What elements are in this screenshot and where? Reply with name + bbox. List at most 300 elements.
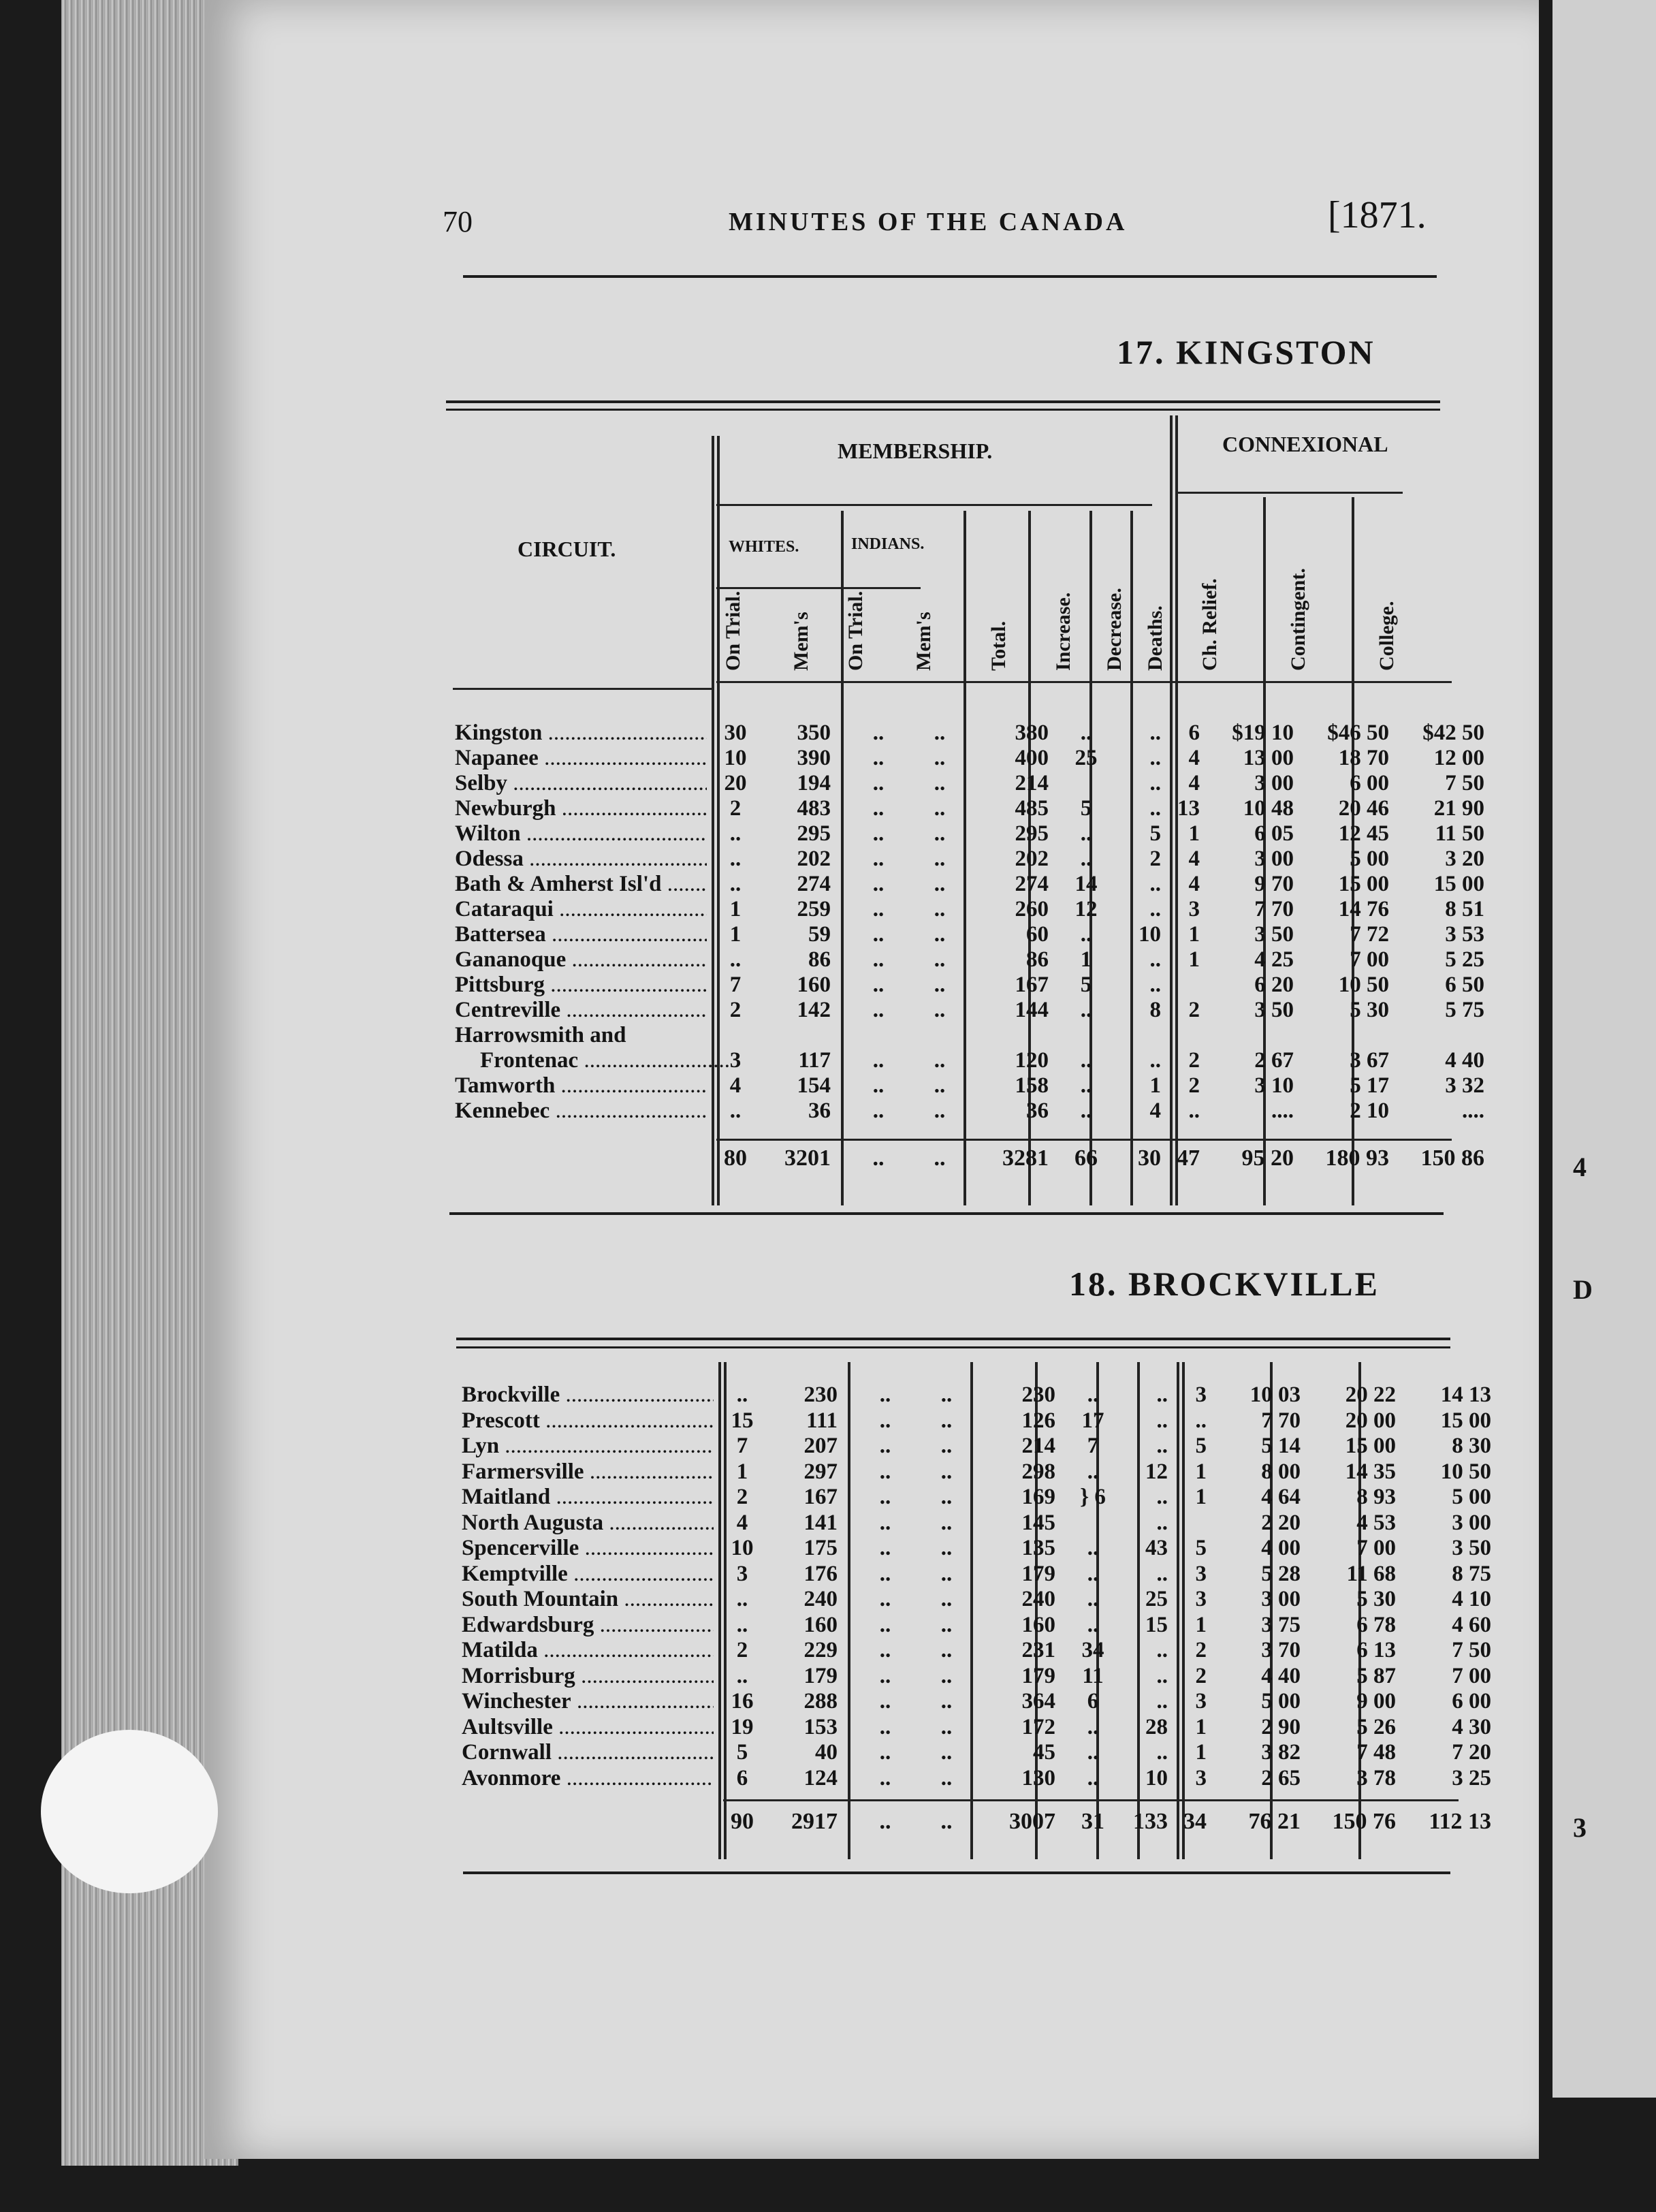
cell-imm: ..: [934, 1099, 946, 1123]
cell-iot: ..: [872, 746, 885, 770]
cell-iot: ..: [872, 872, 885, 896]
cell-mm: 483: [797, 796, 831, 821]
cell-dec: 5: [1149, 821, 1161, 846]
cell-chr: 6 05: [1254, 821, 1294, 846]
circuit-name: Kennebec .....: [455, 1099, 707, 1124]
cell-dec: ..: [1149, 973, 1161, 997]
cell-iot: ..: [872, 771, 885, 795]
cell-dth: 1: [1195, 1459, 1207, 1484]
cell-imm: ..: [940, 1663, 953, 1688]
cell-dec: ..: [1156, 1434, 1168, 1458]
cell-mm: 153: [803, 1714, 838, 1739]
circuit-name: Spencerville .....: [462, 1536, 714, 1561]
cell-col: 4 40: [1445, 1048, 1484, 1073]
cell-con: 7 72: [1350, 922, 1389, 947]
contingent-heading: Contingent.: [1287, 568, 1309, 671]
table-row: [443, 721, 1484, 746]
cell-dth: 2: [1188, 998, 1200, 1022]
cell-ot: ..: [729, 847, 742, 871]
cell-mm: 124: [803, 1765, 838, 1790]
cell-imm: ..: [940, 1714, 953, 1739]
cell-dth: 1: [1195, 1612, 1207, 1637]
page-year: [1871.: [1328, 194, 1427, 236]
connexional-underline: [1178, 492, 1403, 494]
total-dth: 47: [1177, 1146, 1200, 1171]
cell-col: 5 75: [1445, 998, 1484, 1022]
cell-inc: ..: [1087, 1714, 1099, 1739]
total-iot: ..: [872, 1146, 885, 1171]
cell-ot: 3: [736, 1561, 748, 1586]
circuit-underline: [453, 688, 712, 690]
cell-con: 5 30: [1350, 998, 1389, 1022]
cell-tot: 202: [1015, 847, 1049, 871]
cell-iot: ..: [879, 1663, 891, 1688]
cell-inc: ..: [1080, 922, 1092, 947]
cell-tot: 298: [1021, 1459, 1055, 1484]
cell-chr: 3 82: [1261, 1740, 1301, 1765]
table-row: [449, 1765, 1491, 1791]
cell-tot: 135: [1021, 1536, 1055, 1560]
cell-col: 4 30: [1452, 1714, 1491, 1739]
cell-chr: 3 50: [1254, 922, 1294, 947]
circuit-name: Edwardsburg .....: [462, 1613, 714, 1638]
cell-mm: 176: [803, 1561, 838, 1586]
table-row: [443, 1073, 1484, 1099]
circuit-name: Maitland .....: [462, 1485, 714, 1510]
cell-dth: 5: [1195, 1434, 1207, 1458]
circuit-name: South Mountain .....: [462, 1587, 714, 1612]
cell-inc: 14: [1074, 872, 1098, 896]
total-inc: 66: [1074, 1146, 1098, 1171]
cell-dec: ..: [1149, 1048, 1161, 1073]
cell-imm: ..: [934, 746, 946, 770]
cell-ot: 2: [729, 998, 742, 1022]
decrease-heading: Decrease.: [1103, 588, 1126, 671]
cell-col: $42 50: [1422, 721, 1484, 745]
circuit-name: Prescott .....: [462, 1408, 714, 1434]
cell-iot: ..: [879, 1740, 891, 1765]
total-tot: 3281: [1002, 1146, 1049, 1171]
cell-con: 6 78: [1356, 1612, 1396, 1637]
cell-con: 11 68: [1346, 1561, 1396, 1586]
cell-dec: ..: [1149, 872, 1161, 896]
cell-inc: ..: [1080, 1073, 1092, 1098]
cell-mm: 179: [803, 1663, 838, 1688]
total-ot: 90: [731, 1809, 754, 1834]
cell-inc: 12: [1074, 897, 1098, 921]
table-row: [449, 1561, 1491, 1587]
table-row: [449, 1485, 1491, 1510]
cell-inc: ..: [1080, 721, 1092, 745]
cell-imm: ..: [934, 721, 946, 745]
circuit-name: Odessa .....: [455, 847, 707, 872]
cell-dth: ..: [1195, 1408, 1207, 1433]
cell-ot: 4: [736, 1510, 748, 1535]
cell-inc: 5: [1080, 973, 1092, 997]
cell-col: 15 00: [1440, 1408, 1491, 1433]
total-iot: ..: [879, 1809, 891, 1834]
table-row: [443, 796, 1484, 821]
table-row: [443, 947, 1484, 973]
cell-mm: 240: [803, 1587, 838, 1611]
total-col: 112 13: [1429, 1809, 1491, 1834]
cell-dth: 1: [1195, 1485, 1207, 1509]
cell-ot: 1: [729, 897, 742, 921]
cell-dth: 4: [1188, 771, 1200, 795]
whites-heading: WHITES.: [729, 538, 799, 556]
cell-chr: 3 00: [1261, 1587, 1301, 1611]
cell-iot: ..: [879, 1714, 891, 1739]
cell-mm: 288: [803, 1689, 838, 1713]
table-bottom-rule: [463, 1871, 1450, 1874]
cell-iot: ..: [879, 1382, 891, 1407]
circuit-name: Frontenac .....: [480, 1048, 732, 1073]
cell-mm: 154: [797, 1073, 831, 1098]
cell-mm: 259: [797, 897, 831, 921]
cell-tot: 158: [1015, 1073, 1049, 1098]
cell-tot: 364: [1021, 1689, 1055, 1713]
cell-dec: 10: [1145, 1765, 1168, 1790]
cell-inc: ..: [1080, 1099, 1092, 1123]
cell-mm: 86: [808, 947, 831, 972]
cell-chr: $19 10: [1232, 721, 1294, 745]
cell-inc: } 6: [1080, 1485, 1106, 1509]
cell-iot: ..: [872, 998, 885, 1022]
cell-imm: ..: [934, 771, 946, 795]
cell-tot: 400: [1015, 746, 1049, 770]
circuit-name: Kingston .....: [455, 721, 707, 746]
total-con: 150 76: [1332, 1809, 1396, 1834]
cell-mm: 167: [803, 1485, 838, 1509]
cell-chr: 2 90: [1261, 1714, 1301, 1739]
cell-chr: 5 14: [1261, 1434, 1301, 1458]
membership-underline: [716, 504, 1152, 506]
cell-inc: 17: [1081, 1408, 1104, 1433]
cell-ot: ..: [736, 1612, 748, 1637]
cell-iot: ..: [879, 1612, 891, 1637]
cell-col: 4 10: [1452, 1587, 1491, 1611]
cell-tot: 60: [1026, 922, 1049, 947]
cell-inc: ..: [1080, 821, 1092, 846]
cell-col: 5 25: [1445, 947, 1484, 972]
cell-con: 10 50: [1338, 973, 1389, 997]
cell-col: 21 90: [1433, 796, 1484, 821]
cell-iot: ..: [872, 1048, 885, 1073]
cell-iot: ..: [879, 1459, 891, 1484]
cell-tot: 36: [1026, 1099, 1049, 1123]
cell-iot: ..: [879, 1561, 891, 1586]
circuit-name: Pittsburg .....: [455, 973, 707, 998]
cell-ot: ..: [729, 1099, 742, 1123]
total-chr: 95 20: [1241, 1146, 1294, 1171]
cell-tot: 179: [1021, 1663, 1055, 1688]
cell-dec: ..: [1156, 1561, 1168, 1586]
cell-dth: 2: [1195, 1663, 1207, 1688]
cell-chr: 2 67: [1254, 1048, 1294, 1073]
cell-dec: ..: [1156, 1485, 1168, 1509]
cell-mm: 390: [797, 746, 831, 770]
cell-imm: ..: [940, 1434, 953, 1458]
cell-inc: ..: [1087, 1740, 1099, 1765]
cell-inc: ..: [1087, 1459, 1099, 1484]
cell-imm: ..: [934, 973, 946, 997]
cell-iot: ..: [872, 1073, 885, 1098]
cell-ot: 20: [724, 771, 747, 795]
on-trial-heading: On Trial.: [722, 590, 744, 671]
cell-dec: 2: [1149, 847, 1161, 871]
cell-mm: 36: [808, 1099, 831, 1123]
cell-col: 3 53: [1445, 922, 1484, 947]
cell-con: 4 53: [1356, 1510, 1396, 1535]
cell-inc: 34: [1081, 1638, 1104, 1662]
facing-page-mark: 3: [1573, 1812, 1587, 1843]
cell-col: 12 00: [1433, 746, 1484, 770]
cell-dth: ..: [1188, 1099, 1200, 1123]
cell-tot: 160: [1021, 1612, 1055, 1637]
cell-chr: 7 70: [1261, 1408, 1301, 1433]
circuit-name: Brockville .....: [462, 1382, 714, 1408]
cell-dec: ..: [1149, 746, 1161, 770]
table-row: [443, 872, 1484, 897]
total-dec: 133: [1133, 1809, 1168, 1834]
cell-tot: 169: [1021, 1485, 1055, 1509]
cell-ot: ..: [729, 872, 742, 896]
cell-dth: 5: [1195, 1536, 1207, 1560]
cell-ot: 6: [736, 1765, 748, 1790]
cell-mm: 350: [797, 721, 831, 745]
cell-tot: 260: [1015, 897, 1049, 921]
cell-con: 2 10: [1350, 1099, 1389, 1123]
cell-dec: ..: [1156, 1510, 1168, 1535]
cell-ot: 2: [736, 1485, 748, 1509]
cell-mm: 117: [798, 1048, 831, 1073]
indian-mems-heading: Mem's: [912, 612, 935, 671]
college-heading: College.: [1375, 601, 1398, 671]
cell-mm: 230: [803, 1382, 838, 1407]
table-row: [449, 1663, 1491, 1689]
cell-chr: 2 20: [1261, 1510, 1301, 1535]
cell-tot: 231: [1021, 1638, 1055, 1662]
cell-tot: 485: [1015, 796, 1049, 821]
cell-dec: 4: [1149, 1099, 1161, 1123]
mems-heading: Mem's: [790, 612, 812, 671]
cell-dth: 2: [1188, 1073, 1200, 1098]
total-heading: Total.: [987, 620, 1010, 671]
cell-tot: 214: [1015, 771, 1049, 795]
cell-ot: ..: [736, 1587, 748, 1611]
cell-con: 5 87: [1356, 1663, 1396, 1688]
cell-iot: ..: [879, 1638, 891, 1662]
cell-col: 3 20: [1445, 847, 1484, 871]
cell-ot: 2: [729, 796, 742, 821]
cell-dec: ..: [1149, 947, 1161, 972]
cell-imm: ..: [934, 1073, 946, 1098]
ch-relief-heading: Ch. Relief.: [1198, 578, 1221, 671]
cell-inc: 11: [1082, 1663, 1104, 1688]
cell-dth: 4: [1188, 872, 1200, 896]
table-top-rule: [456, 1338, 1450, 1340]
facing-page-mark: 4: [1573, 1152, 1587, 1182]
table-row: [443, 746, 1484, 771]
cell-con: 15 00: [1345, 1434, 1396, 1458]
table-row: [449, 1536, 1491, 1561]
cell-col: 7 50: [1452, 1638, 1491, 1662]
cell-inc: 5: [1080, 796, 1092, 821]
cell-imm: ..: [934, 796, 946, 821]
cell-imm: ..: [940, 1408, 953, 1433]
cell-col: 3 00: [1452, 1510, 1491, 1535]
indians-heading: INDIANS.: [851, 535, 925, 553]
circuit-name: Gananoque .....: [455, 947, 707, 973]
cell-imm: ..: [940, 1459, 953, 1484]
cell-iot: ..: [879, 1434, 891, 1458]
cell-mm: 160: [803, 1612, 838, 1637]
totals-rule: [716, 1139, 1452, 1141]
cell-chr: 7 70: [1254, 897, 1294, 921]
circuit-name: Napanee .....: [455, 746, 707, 771]
cell-con: 7 00: [1350, 947, 1389, 972]
cell-dec: 1: [1149, 1073, 1161, 1098]
cell-iot: ..: [879, 1765, 891, 1790]
cell-tot: 230: [1021, 1382, 1055, 1407]
cell-dth: 4: [1188, 746, 1200, 770]
total-dth: 34: [1183, 1809, 1207, 1834]
cell-dec: ..: [1156, 1689, 1168, 1713]
cell-ot: 1: [736, 1459, 748, 1484]
cell-dec: 25: [1145, 1587, 1168, 1611]
cell-ot: 5: [736, 1740, 748, 1765]
cell-con: 8 93: [1356, 1485, 1396, 1509]
cell-ot: 4: [729, 1073, 742, 1098]
cell-inc: ..: [1080, 998, 1092, 1022]
cell-col: 8 75: [1452, 1561, 1491, 1586]
cell-imm: ..: [934, 847, 946, 871]
cell-con: 20 46: [1338, 796, 1389, 821]
cell-ot: ..: [729, 821, 742, 846]
cell-dth: 1: [1188, 947, 1200, 972]
cell-dec: ..: [1156, 1663, 1168, 1688]
cell-dth: 3: [1195, 1382, 1207, 1407]
cell-con: 3 78: [1356, 1765, 1396, 1790]
total-tot: 3007: [1009, 1809, 1055, 1834]
cell-tot: 214: [1021, 1434, 1055, 1458]
table-row: [443, 821, 1484, 847]
cell-ot: 3: [729, 1048, 742, 1073]
cell-iot: ..: [872, 721, 885, 745]
cell-con: 3 67: [1350, 1048, 1389, 1073]
cell-col: 6 00: [1452, 1689, 1491, 1713]
cell-chr: 3 00: [1254, 847, 1294, 871]
cell-imm: ..: [934, 821, 946, 846]
cell-iot: ..: [872, 796, 885, 821]
cell-mm: 297: [803, 1459, 838, 1484]
increase-heading: Increase.: [1052, 592, 1074, 671]
cell-chr: 3 75: [1261, 1612, 1301, 1637]
circuit-name: Matilda .....: [462, 1638, 714, 1663]
circuit-name: Avonmore .....: [462, 1766, 714, 1791]
cell-ot: 1: [729, 922, 742, 947]
cell-con: 6 00: [1350, 771, 1389, 795]
cell-con: 5 17: [1350, 1073, 1389, 1098]
cell-tot: 144: [1015, 998, 1049, 1022]
cell-dth: 2: [1188, 1048, 1200, 1073]
cell-imm: ..: [934, 897, 946, 921]
cell-chr: ....: [1271, 1099, 1294, 1123]
cell-tot: 130: [1021, 1765, 1055, 1790]
cell-dec: ..: [1156, 1382, 1168, 1407]
cell-mm: 207: [803, 1434, 838, 1458]
cell-inc: ..: [1087, 1561, 1099, 1586]
cell-inc: ..: [1087, 1536, 1099, 1560]
cell-dth: 6: [1188, 721, 1200, 745]
cell-inc: ..: [1087, 1382, 1099, 1407]
cell-mm: 295: [797, 821, 831, 846]
cell-ot: 7: [736, 1434, 748, 1458]
cell-inc: 25: [1074, 746, 1098, 770]
cell-chr: 9 70: [1254, 872, 1294, 896]
table-row: [443, 1023, 1444, 1048]
district-title-kingston: 17. KINGSTON: [1117, 333, 1375, 371]
cell-iot: ..: [879, 1587, 891, 1611]
cell-imm: ..: [934, 947, 946, 972]
cell-imm: ..: [940, 1510, 953, 1535]
cell-con: 14 76: [1338, 897, 1389, 921]
header-rule: [463, 275, 1437, 278]
cell-dec: ..: [1149, 721, 1161, 745]
cell-iot: ..: [872, 947, 885, 972]
cell-tot: 295: [1015, 821, 1049, 846]
cell-col: 10 50: [1440, 1459, 1491, 1484]
total-mm: 2917: [791, 1809, 838, 1834]
cell-imm: ..: [940, 1689, 953, 1713]
cell-con: 14 35: [1345, 1459, 1396, 1484]
cell-inc: 6: [1087, 1689, 1099, 1713]
circuit-name: Wilton .....: [455, 821, 707, 847]
circuit-heading: CIRCUIT.: [518, 537, 616, 561]
cell-dth: 1: [1195, 1740, 1207, 1765]
circuit-name: Farmersville .....: [462, 1459, 714, 1485]
cell-col: 11 50: [1435, 821, 1484, 846]
cell-con: 7 48: [1356, 1740, 1396, 1765]
cell-chr: 3 50: [1254, 998, 1294, 1022]
cell-con: 5 00: [1350, 847, 1389, 871]
cell-col: 4 60: [1452, 1612, 1491, 1637]
cell-tot: 240: [1021, 1587, 1055, 1611]
cell-chr: 6 20: [1254, 973, 1294, 997]
cell-col: 7 50: [1445, 771, 1484, 795]
cell-dth: 13: [1177, 796, 1200, 821]
cell-imm: ..: [940, 1740, 953, 1765]
table-row: [449, 1510, 1491, 1536]
cell-tot: 167: [1015, 973, 1049, 997]
table-row: [443, 847, 1484, 872]
cell-dec: ..: [1149, 796, 1161, 821]
cell-mm: 142: [797, 998, 831, 1022]
table-row: [443, 897, 1484, 922]
table-top-rule: [446, 409, 1440, 411]
cell-ot: ..: [729, 947, 742, 972]
table-row: [449, 1740, 1491, 1765]
cell-dth: 2: [1195, 1638, 1207, 1662]
cell-dec: 15: [1145, 1612, 1168, 1637]
cell-mm: 229: [803, 1638, 838, 1662]
cell-col: 5 00: [1452, 1485, 1491, 1509]
cell-con: 5 26: [1356, 1714, 1396, 1739]
circuit-name: Centreville .....: [455, 998, 707, 1023]
cell-iot: ..: [872, 973, 885, 997]
table-top-rule: [456, 1346, 1450, 1348]
circuit-name: Bath & Amherst Isl'd .....: [455, 872, 707, 897]
